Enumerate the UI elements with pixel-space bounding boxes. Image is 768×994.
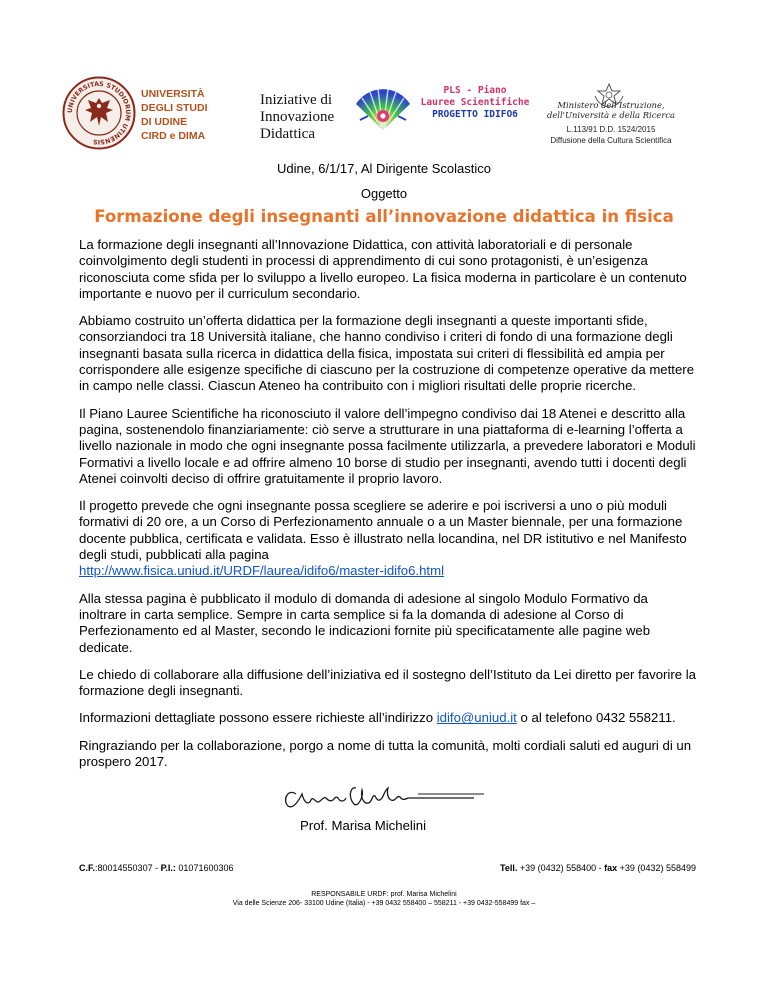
- paragraph-request: Le chiedo di collaborare alla diffusione dell’iniziativa ed il sostegno dell’Istituto da Lei diretto per favorire la formazione degli insegnanti.: [79, 666, 697, 699]
- paragraph-pls: Il Piano Lauree Scientifiche ha riconosciuto il valore dell’impegno condiviso dai 18 Atenei e descritto alla pagina, sostenendolo finanziariamente: ciò serve a strutturare in una piattaforma di e-learning l’offerta a livello nazionale in modo che ogni insegnante possa facilmente utilizzarla, a prevedere laboratori e Moduli Formativi a livello locale e ad offrire almeno 10 borse di studio per insegnanti, avendo tutti i docenti degli Atenei coinvolti deciso di offrire gratuitamente il proprio lavoro.: [79, 405, 696, 486]
- paragraph-intro: La formazione degli insegnanti all’Innovazione Didattica, con attività laboratoriali e di personale coinvolgimento degli studenti in processi di apprendimento di cui sono protagonisti, è un’esigenza riconosciuta come sfida per lo sviluppo a livello europeo. La fisica moderna in particolare è un contenuto importante e nuovo per il curriculum secondario.: [79, 237, 687, 301]
- email-link[interactable]: idifo@uniud.it: [436, 710, 517, 726]
- fiscal-codes: C.F.:80014550307 - P.I.: 01071600306: [79, 863, 234, 873]
- signer-name: Prof. Marisa Michelini: [300, 818, 427, 833]
- paragraph-module-form: Alla stessa pagina è pubblicato il modulo di domanda di adesione al singolo Modulo Formativo da inoltrare in carta semplice. Sempre in carta semplice si fa la domanda di adesione al Corso di Perfezionamento ed al Master, secondo le indicazioni fornite più specificatamente alle pagine web dedicate.: [79, 590, 651, 655]
- handwritten-signature: [278, 780, 490, 816]
- university-name: UNIVERSITÀ DEGLI STUDI DI UDINE CIRD e DIMA: [141, 88, 208, 142]
- letter-title: Formazione degli insegnanti all’innovazione didattica in fisica: [94, 207, 674, 226]
- paragraph-contact: Informazioni dettagliate possono essere richieste all’indirizzo idifo@uniud.it o al telefono 0432 558211.: [79, 710, 676, 726]
- paragraph-closing: Ringraziando per la collaborazione, porgo a nome di tutta la comunità, molti cordiali saluti ed auguri di un prospero 2017.: [79, 737, 692, 770]
- footer-address-block: [0, 890, 768, 908]
- subject-label: Oggetto: [360, 186, 408, 201]
- pls-label: PLS - Piano Lauree Scientifiche PROGETTO IDIFO6: [420, 85, 530, 120]
- university-seal-logo: [62, 76, 136, 150]
- phone-fax: Tell. +39 (0432) 558400 - fax +39 (0432) 558499: [499, 863, 696, 873]
- innovation-initiatives-label: Iniziative di Innovazione Didattica: [260, 92, 335, 142]
- pls-fan-logo: [352, 86, 414, 138]
- paragraph-offer: Abbiamo costruito un’offerta didattica per la formazione degli insegnanti a queste importanti sfide, consorziandoci tra 18 Università italiane, che hanno condiviso i criteri di fondo di una formazione degli insegnanti basata sulla ricerca in didattica della fisica, impostata sui criteri di flessibilità ed ampia per corrispondere alle esigenze specifiche di ciascuno per la costruzione di competenze operative da mettere in campo nelle classi. Ciascun Ateneo ha contribuito con i migliori risultati delle proprie ricerche.: [79, 313, 695, 394]
- master-page-link[interactable]: http://www.fisica.uniud.it/URDF/laurea/idifo6/master-idifo6.html: [79, 563, 444, 579]
- letter-body: [79, 237, 697, 781]
- date-recipient-line: Udine, 6/1/17, Al Dirigente Scolastico: [277, 161, 491, 176]
- seal-text: UNIVERSITAS STUDIORUM UTINENSIS: [66, 80, 132, 146]
- responsible-line: RESPONSABILE URDF: prof. Marisa Michelini: [311, 891, 457, 898]
- law-reference: L.113/91 D.D. 1524/2015 Diffusione della Cultura Scientifica: [550, 125, 672, 145]
- address-line: Via delle Scienze 206- 33100 Udine (Italia) - +39 0432 558400 – 558211 - +39 0432-558499 fax –: [232, 900, 536, 907]
- ministry-label: Ministero dell'Istruzione, dell'Università e della Ricerca: [546, 100, 676, 120]
- paragraph-project: Il progetto prevede che ogni insegnante possa scegliere se aderire e poi iscriversi a uno o più moduli formativi di 20 ore, a un Corso di Perfezionamento annuale o a un Master biennale, per una formazione docente pubblica, certificata e validata. Esso è illustrato nella locandina, nel DR istitutivo e nel Manifesto degli studi, pubblicati alla pagina http://www.fisica.uniud.it/URDF/laurea/idifo6/master-idifo6.html: [79, 498, 687, 579]
